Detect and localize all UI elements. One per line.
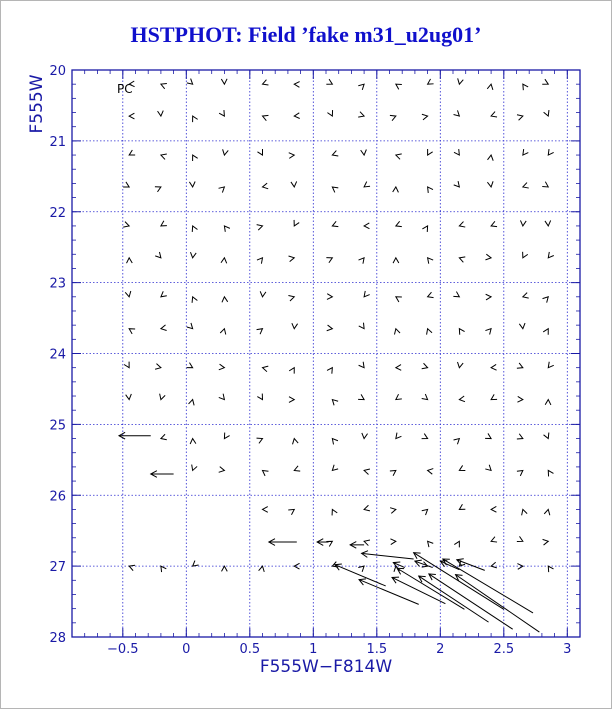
vector-arrow — [359, 258, 365, 264]
vector-arrow — [545, 220, 551, 225]
vector-arrow — [259, 566, 265, 572]
long-arrow-shaft — [335, 565, 386, 586]
x-tick-label: 1.5 — [366, 642, 388, 657]
vector-arrow — [454, 110, 460, 116]
grid-lines — [72, 70, 580, 637]
vector-arrow — [523, 84, 528, 90]
x-tick-label: 1 — [309, 642, 318, 657]
vector-arrow — [523, 183, 529, 188]
vector-arrow — [517, 470, 523, 475]
vector-arrow — [263, 507, 268, 513]
vector-arrow — [124, 362, 129, 368]
vector-arrow — [123, 182, 129, 187]
vector-arrow — [127, 258, 133, 263]
long-arrow-shaft — [456, 575, 540, 632]
vector-arrow — [257, 225, 263, 231]
vector-arrow — [192, 226, 197, 232]
vector-arrow — [358, 84, 364, 90]
vector-arrow — [522, 509, 528, 515]
vector-arrow — [396, 365, 401, 371]
vector-arrow — [359, 323, 364, 329]
vector-arrow — [332, 400, 338, 406]
vector-arrow — [289, 368, 294, 374]
vector-arrow — [326, 79, 332, 84]
vector-arrow — [542, 182, 548, 187]
x-tick-label: −0.5 — [107, 642, 139, 657]
vector-arrow — [289, 397, 294, 403]
vector-arrow — [129, 329, 135, 334]
vector-arrow — [327, 110, 332, 116]
vector-arrow — [428, 469, 434, 475]
vector-arrow — [364, 469, 370, 475]
vector-arrow — [332, 221, 338, 226]
vector-arrow — [454, 541, 459, 547]
vector-arrow — [292, 323, 298, 329]
vector-arrow — [453, 292, 459, 297]
vector-arrow — [517, 115, 523, 121]
vector-arrow — [126, 394, 132, 400]
vector-arrow — [543, 329, 548, 335]
vector-arrow — [189, 400, 195, 406]
vector-arrow — [517, 396, 522, 402]
vector-arrow — [459, 257, 465, 262]
vector-arrow — [458, 78, 464, 84]
vector-arrow — [487, 84, 493, 90]
x-tick-label: 0 — [182, 642, 191, 657]
vector-arrow — [548, 149, 553, 155]
vector-arrow — [491, 537, 497, 542]
vector-arrow — [454, 439, 460, 445]
vector-arrow — [485, 254, 491, 260]
x-tick-label: 0.5 — [239, 642, 261, 657]
vector-arrow — [327, 294, 332, 300]
vector-arrow — [332, 151, 338, 156]
vector-arrow — [187, 79, 193, 85]
vector-arrow — [288, 295, 294, 301]
vector-arrow — [220, 329, 226, 335]
vector-arrow — [187, 323, 193, 329]
vector-arrow — [219, 187, 225, 193]
vector-arrow — [221, 79, 227, 84]
y-axis-label: F555W — [27, 74, 47, 134]
y-tick-label: 24 — [49, 347, 66, 363]
vector-arrow — [428, 292, 434, 297]
y-tick-label: 21 — [49, 134, 66, 150]
vector-arrow — [289, 153, 295, 159]
vector-arrow — [523, 252, 528, 258]
vector-arrow — [485, 465, 491, 471]
vector-arrow — [390, 470, 396, 475]
vector-arrow — [390, 115, 396, 120]
vector-arrow — [422, 394, 428, 400]
pc-annotation: PC — [117, 82, 133, 96]
vector-arrow — [223, 149, 229, 155]
long-arrow-head — [419, 576, 426, 582]
vector-arrow — [422, 434, 428, 439]
vector-arrow — [548, 470, 553, 476]
vector-arrow — [485, 329, 491, 335]
vector-arrow — [545, 400, 551, 405]
vector-arrow — [428, 187, 433, 193]
vector-arrow — [544, 110, 549, 116]
vector-arrow — [294, 220, 299, 226]
vector-arrow — [257, 394, 262, 400]
vector-arrow — [158, 111, 164, 117]
vector-arrow — [257, 258, 263, 264]
vector-arrow — [428, 541, 434, 547]
vector-arrow — [364, 223, 369, 229]
vector-arrow — [390, 508, 396, 514]
vector-arrow — [422, 509, 428, 515]
vector-arrow — [396, 297, 402, 302]
vector-arrow — [332, 187, 338, 192]
vector-arrow — [219, 394, 225, 400]
vector-arrow — [422, 363, 428, 368]
vector-arrow — [257, 329, 263, 334]
vector-arrow — [257, 149, 262, 155]
vector-arrow — [548, 252, 554, 258]
y-tick-label: 25 — [49, 418, 66, 434]
vector-arrow — [543, 539, 549, 545]
vector-arrow — [364, 291, 370, 297]
vector-arrow — [364, 540, 370, 546]
vector-arrow — [129, 565, 135, 570]
vector-arrow — [358, 112, 364, 117]
vector-arrow — [192, 465, 197, 471]
vector-arrow — [520, 220, 526, 225]
vector-arrow — [155, 187, 161, 192]
vector-arrow — [459, 396, 465, 402]
vector-arrow — [427, 329, 432, 335]
vector-arrow — [396, 433, 402, 439]
long-arrow-shaft — [362, 553, 414, 559]
vector-arrow — [523, 149, 528, 155]
long-arrow-shaft — [414, 553, 504, 610]
vector-arrow — [327, 325, 333, 331]
vector-arrow — [288, 509, 294, 514]
vector-arrow — [459, 222, 465, 227]
vector-arrow — [193, 561, 199, 567]
vector-arrow — [189, 181, 195, 186]
vector-arrow — [193, 155, 198, 161]
vector-arrow — [364, 182, 370, 187]
vector-arrow — [190, 439, 196, 444]
vector-arrow — [486, 294, 491, 300]
vector-arrow — [491, 364, 496, 370]
vector-arrow — [396, 394, 402, 399]
vector-arrow — [263, 183, 269, 189]
vector-arrows — [119, 78, 554, 632]
vector-arrow — [544, 509, 550, 515]
vector-arrow — [491, 394, 497, 399]
vector-arrow — [222, 566, 228, 571]
vector-arrow — [294, 113, 299, 119]
x-tick-label: 3 — [563, 642, 572, 657]
vector-arrow — [519, 323, 525, 329]
vector-arrow — [219, 110, 224, 116]
vector-arrow — [257, 438, 263, 443]
vector-arrow — [394, 329, 400, 335]
vector-arrow — [294, 82, 299, 88]
vector-arrow — [428, 149, 433, 155]
vector-arrow — [390, 539, 395, 545]
y-tick-label: 20 — [49, 64, 66, 79]
vector-arrow — [517, 363, 523, 368]
vector-arrow — [161, 434, 167, 439]
vector-arrow — [129, 113, 134, 119]
vector-arrow — [293, 439, 299, 445]
vector-arrow — [523, 293, 529, 299]
vector-arrow — [161, 83, 167, 88]
vector-arrow — [364, 505, 370, 511]
vector-arrow — [491, 221, 497, 226]
long-arrow-shaft — [359, 580, 419, 605]
y-tick-label: 28 — [49, 631, 66, 646]
vector-arrow — [548, 566, 553, 572]
vector-arrow — [358, 394, 364, 399]
vector-arrow — [491, 562, 497, 568]
vector-arrow — [190, 252, 196, 258]
y-tick-label: 27 — [49, 560, 66, 576]
vector-arrow — [161, 221, 167, 226]
vector-arrow — [396, 154, 402, 160]
vector-arrow — [457, 362, 463, 368]
vector-arrow — [428, 79, 434, 84]
vector-arrow — [358, 566, 364, 572]
vector-arrow — [454, 149, 459, 155]
vector-arrow — [332, 465, 338, 471]
vector-arrow — [396, 221, 402, 226]
vector-arrow — [123, 222, 129, 227]
vector-arrow — [222, 297, 228, 302]
axis-ticks — [49, 64, 580, 657]
vector-arrow — [332, 509, 337, 515]
vector-arrow — [192, 297, 197, 303]
vector-arrow — [543, 297, 549, 303]
vector-arrow — [294, 466, 300, 471]
long-arrow-head — [414, 553, 421, 559]
vector-arrow — [219, 364, 225, 370]
vector-arrow — [548, 362, 554, 368]
vector-arrow — [161, 154, 167, 159]
vector-arrow — [332, 439, 338, 445]
vector-arrow — [155, 252, 161, 258]
vector-arrow — [459, 465, 465, 470]
x-tick-label: 2 — [436, 642, 445, 657]
vector-arrow — [263, 115, 269, 120]
long-arrow-head — [397, 568, 404, 574]
vector-arrow — [129, 150, 135, 155]
long-arrow-head — [429, 574, 436, 580]
long-arrow-shaft — [419, 576, 489, 622]
vector-arrow — [485, 433, 491, 438]
vector-arrow — [125, 291, 131, 297]
vector-arrow — [422, 114, 428, 120]
vector-arrow — [326, 258, 332, 263]
vector-arrow — [161, 566, 166, 572]
vector-arrow — [393, 187, 399, 192]
vector-arrow — [393, 258, 399, 263]
y-tick-label: 22 — [49, 205, 66, 221]
y-tick-label: 26 — [49, 489, 66, 505]
vector-arrow — [488, 155, 494, 161]
vector-arrow — [517, 434, 523, 439]
vector-arrow — [260, 291, 266, 297]
vector-arrow — [327, 368, 332, 374]
vector-arrow — [491, 506, 496, 512]
x-tick-label: 2.5 — [493, 642, 515, 657]
vector-arrow — [219, 467, 225, 473]
vector-arrow — [187, 363, 193, 368]
vector-arrow — [263, 470, 269, 475]
vector-arrow — [487, 181, 493, 187]
vector-arrow — [359, 362, 364, 368]
vector-arrow — [459, 504, 465, 509]
vector-arrow — [491, 112, 497, 117]
vector-arrow — [544, 433, 549, 439]
vector-arrow — [289, 256, 295, 262]
vector-arrow — [224, 433, 229, 439]
vector-arrow — [542, 79, 548, 84]
chart-title: HSTPHOT: Field ’fake m31_u2ug01’ — [130, 22, 482, 47]
vector-arrow — [160, 394, 166, 400]
vector-arrow — [428, 258, 434, 264]
vector-arrow — [422, 226, 427, 232]
x-axis-label: F555W−F814W — [259, 657, 393, 677]
vector-arrow — [155, 364, 161, 370]
vector-arrow — [459, 329, 464, 335]
vector-arrow — [224, 226, 229, 232]
vector-arrow — [161, 291, 167, 297]
vector-arrow — [263, 80, 269, 85]
vector-arrow — [291, 181, 297, 186]
y-tick-label: 23 — [49, 276, 66, 292]
vector-arrow — [517, 536, 523, 541]
vector-arrow — [161, 325, 167, 331]
vector-arrow — [193, 116, 198, 122]
vector-arrow — [263, 366, 269, 372]
vector-arrow — [396, 84, 402, 89]
vector-arrow — [361, 150, 367, 156]
vector-arrow — [221, 258, 227, 264]
vector-arrow — [362, 433, 368, 439]
vector-arrow — [454, 181, 460, 187]
